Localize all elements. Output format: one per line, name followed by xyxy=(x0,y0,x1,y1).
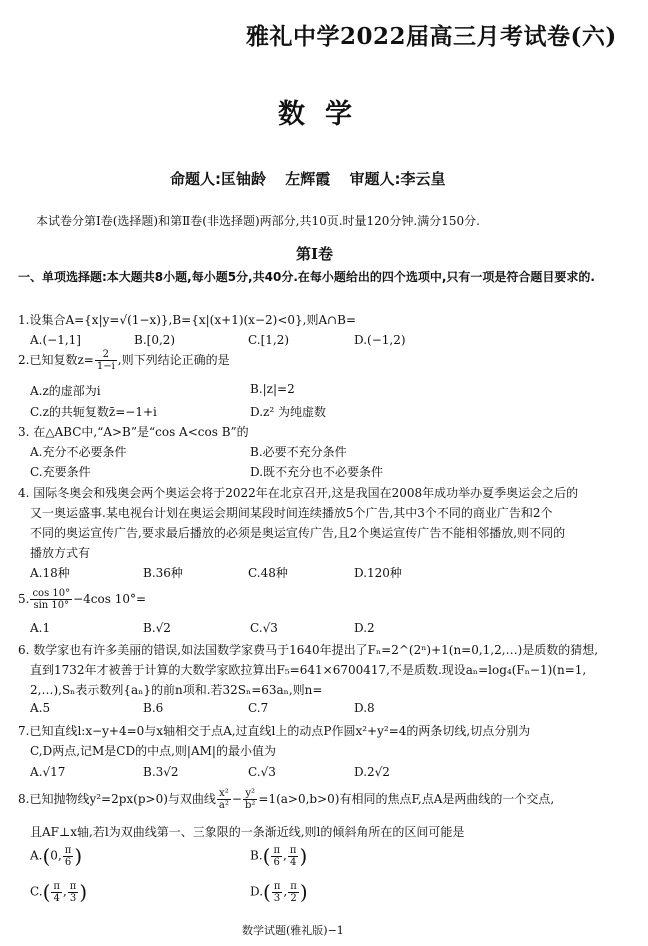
q8-a-close-paren: ) xyxy=(74,844,83,868)
q3-option-d: D.既不充分也不必要条件 xyxy=(250,465,384,479)
q1-option-b: B.[0,2) xyxy=(134,333,176,347)
q8-d-right-den: 2 xyxy=(290,892,297,904)
q4-option-a: A.18种 xyxy=(30,566,70,580)
q8-b-label: B. xyxy=(250,848,263,863)
question-2-stem xyxy=(18,349,230,372)
q1-option-c: C.[1,2) xyxy=(248,333,290,347)
page-footer: 数学试题(雅礼版)−1 xyxy=(242,924,344,937)
q8-stem-post: =1(a>0,b>0)有相同的焦点F,点A是两曲线的一个交点, xyxy=(258,792,555,806)
q6-option-b: B.6 xyxy=(143,701,164,715)
q2-fraction xyxy=(95,349,117,372)
q5-option-b: B.√2 xyxy=(143,621,171,635)
q5-option-a: A.1 xyxy=(30,621,51,635)
q8-a-left: 0 xyxy=(50,848,58,863)
q5-stem-pre: 5. xyxy=(18,592,30,606)
q7-option-a: A.√17 xyxy=(30,765,66,779)
q4-option-c: C.48种 xyxy=(248,566,288,580)
q3-option-b: B.必要不充分条件 xyxy=(250,445,347,459)
question-6-line-1: 6. 数学家也有许多美丽的错误,如法国数学家费马于1640年提出了Fₙ=2^(2ⁿ)+1(n=0,1,2,…)是质数的猜想, xyxy=(18,643,599,657)
q8-c-close-paren: ) xyxy=(79,880,88,904)
q2-stem-pre: 2.已知复数z= xyxy=(18,353,94,367)
question-3-stem: 3. 在△ABC中,“A>B”是“cos A<cos B”的 xyxy=(18,425,249,439)
subject-title: 数学 xyxy=(278,99,372,130)
question-4-line-4: 播放方式有 xyxy=(30,546,91,560)
authors-line xyxy=(170,168,459,189)
q7-option-b: B.3√2 xyxy=(143,765,179,779)
q2-option-b: B.|z|=2 xyxy=(250,382,295,396)
question-6-line-2: 直到1732年才被善于计算的大数学家欧拉算出F₅=641×6700417,不是质数.现设aₙ=log₄(Fₙ−1)(n=1, xyxy=(30,663,587,677)
q8-b-right-num: π xyxy=(289,844,297,856)
q8-a-right-den: 6 xyxy=(64,856,72,868)
question-5-stem xyxy=(18,588,146,611)
q8-frac-x-num: x² xyxy=(217,788,231,800)
q8-d-left-num: π xyxy=(273,880,281,892)
q3-option-a: A.充分不必要条件 xyxy=(30,445,127,459)
question-4-line-2: 又一奥运盛事.某电视台计划在奥运会期间某段时间连续播放5个广告,其中3个不同的商业广告和2个 xyxy=(30,506,553,520)
question-4-line-1: 4. 国际冬奥会和残奥会两个奥运会将于2022年在北京召开,这是我国在2008年成功举办夏季奥运会之后的 xyxy=(18,486,579,500)
q8-b-open-paren: ( xyxy=(262,844,271,868)
q8-c-label: C. xyxy=(30,884,43,899)
q8-frac-y-num: y² xyxy=(243,788,257,800)
section-heading: 一、单项选择题:本大题共8小题,每小题5分,共40分.在每小题给出的四个选项中,只有一项是符合题目要求的. xyxy=(18,270,595,284)
q5-frac-den: sin 10° xyxy=(33,600,70,611)
q8-frac-y-den: b² xyxy=(244,800,256,811)
q8-c-right-den: 3 xyxy=(69,892,77,904)
q8-option-a: A.(0, $\frac{\pi}{6}$ ) xyxy=(30,844,83,868)
question-6-line-3: 2,…),Sₙ表示数列{aₙ}的前n项和.若32Sₙ=63aₙ,则n= xyxy=(30,683,323,697)
q8-c-left-frac xyxy=(51,881,62,904)
q5-stem-post: −4cos 10°= xyxy=(73,592,147,606)
q7-option-c: C.√3 xyxy=(248,765,276,779)
q8-option-c: C.( $\frac{\pi}{4}$ , $\frac{\pi}{3}$ ) xyxy=(30,880,88,904)
question-7-line-2: C,D两点,记M是CD的中点,则|AM|的最小值为 xyxy=(30,744,276,758)
q5-fraction xyxy=(30,588,72,611)
question-1-stem: 1.设集合A={x|y=√(1−x)},B={x|(x+1)(x−2)<0},则A∩B= xyxy=(18,313,357,327)
author-reviewer: 审题人:李云皇 xyxy=(349,170,446,188)
q8-option-d: D.( $\frac{\pi}{3}$ , $\frac{\pi}{2}$ ) xyxy=(250,880,308,904)
q6-option-d: D.8 xyxy=(354,701,375,715)
q8-b-left-frac xyxy=(271,845,282,868)
q8-a-label: A. xyxy=(30,848,43,863)
q8-stem-mid: − xyxy=(231,792,242,806)
question-8-line-1 xyxy=(18,788,554,811)
q5-frac-num: cos 10° xyxy=(32,588,71,599)
volume-title: 第Ⅰ卷 xyxy=(296,245,334,263)
q8-a-right-num: π xyxy=(64,844,72,856)
exam-intro: 本试卷分第Ⅰ卷(选择题)和第Ⅱ卷(非选择题)两部分,共10页.时量120分钟.满分150分. xyxy=(36,214,480,228)
q4-option-b: B.36种 xyxy=(143,566,183,580)
q2-frac-den: 1−i xyxy=(96,361,115,372)
q8-d-close-paren: ) xyxy=(299,880,308,904)
question-8-line-2: 且AF⊥x轴,若l为双曲线第一、三象限的一条渐近线,则l的倾斜角所在的区间可能是 xyxy=(30,825,465,839)
q8-d-right-num: π xyxy=(290,880,297,892)
q5-option-c: C.√3 xyxy=(250,621,278,635)
q8-d-label: D. xyxy=(250,884,264,899)
q8-b-left-num: π xyxy=(273,844,281,856)
question-7-line-1: 7.已知直线l:x−y+4=0与x轴相交于点A,过直线l上的动点P作圆x²+y²=4的两条切线,切点分别为 xyxy=(18,724,531,738)
q2-option-c: C.z的共轭复数z̄=−1+i xyxy=(30,405,157,419)
q8-d-left-frac xyxy=(272,881,283,904)
q5-option-d: D.2 xyxy=(354,621,375,635)
q8-fraction-x xyxy=(217,788,231,811)
q2-option-d: D.z² 为纯虚数 xyxy=(250,405,326,419)
q1-option-a: A.(−1,1] xyxy=(30,333,81,347)
q8-fraction-y xyxy=(243,788,257,811)
q8-b-left-den: 6 xyxy=(273,856,280,868)
q2-stem-post: ,则下列结论正确的是 xyxy=(117,353,230,367)
q1-option-d: D.(−1,2) xyxy=(354,333,406,347)
q8-c-left-num: π xyxy=(53,880,60,892)
author-setter-2: 左辉霞 xyxy=(285,170,331,188)
q8-c-right-frac xyxy=(68,881,79,904)
q8-stem-pre: 8.已知抛物线y²=2px(p>0)与双曲线 xyxy=(18,792,216,806)
q8-frac-x-den: a² xyxy=(218,800,229,811)
q6-option-c: C.7 xyxy=(248,701,269,715)
q8-d-open-paren: ( xyxy=(263,880,271,904)
q8-c-left-den: 4 xyxy=(53,892,60,904)
q8-a-open-paren: ( xyxy=(42,844,51,868)
q8-b-right-den: 4 xyxy=(289,856,297,868)
q8-option-b: B.( $\frac{\pi}{6}$ , $\frac{\pi}{4}$ ) xyxy=(250,844,308,868)
q2-option-a: A.z的虚部为i xyxy=(30,384,101,398)
q8-b-right-frac xyxy=(288,845,299,868)
q8-d-left-den: 3 xyxy=(273,892,281,904)
question-4-line-3: 不同的奥运宣传广告,要求最后播放的必须是奥运宣传广告,且2个奥运宣传广告不能相邻播放,则不同的 xyxy=(30,526,566,540)
exam-title: 雅礼中学2022届高三月考试卷(六) xyxy=(246,23,617,50)
q7-option-d: D.2√2 xyxy=(354,765,390,779)
q4-option-d: D.120种 xyxy=(354,566,402,580)
author-setter: 命题人:匡铀龄 xyxy=(170,170,266,188)
q8-b-close-paren: ) xyxy=(299,844,308,868)
q6-option-a: A.5 xyxy=(30,701,51,715)
q8-c-right-num: π xyxy=(69,880,77,892)
q8-c-open-paren: ( xyxy=(42,880,51,904)
q3-option-c: C.充要条件 xyxy=(30,465,91,479)
q8-d-right-frac xyxy=(288,881,299,904)
q2-frac-num: 2 xyxy=(95,349,117,361)
q8-a-right-frac xyxy=(63,845,74,868)
